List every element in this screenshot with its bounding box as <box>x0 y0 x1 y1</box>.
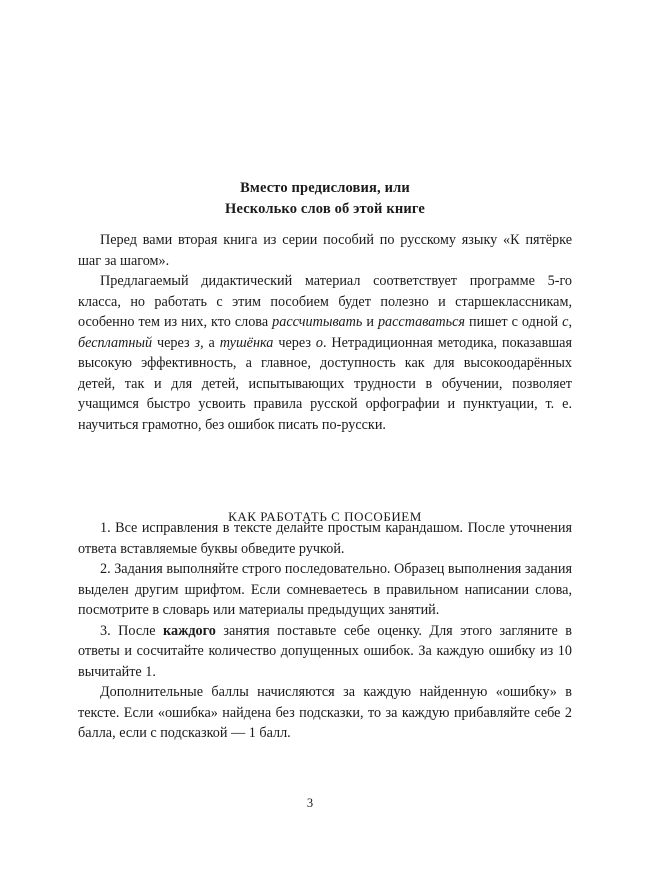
instruction-item-3-part-1: 3. После <box>100 622 164 639</box>
intro-2-part-7: через <box>273 334 316 351</box>
page-title <box>78 178 572 219</box>
emphasis-letter-z: з <box>194 334 201 351</box>
emphasis-tushyonka: тушёнка <box>219 334 274 351</box>
instruction-item-4-text: Дополнительные баллы начисляются за каждую найденную «ошибку» в тексте. Если «ошибка» найдена без подсказки, то за каждую прибавляйте себе 2 балла, если с подсказкой — 1 балл. <box>78 684 572 741</box>
paragraph-intro-2 <box>78 271 572 435</box>
intro-2-part-4: , <box>568 314 572 330</box>
paragraph-intro-1 <box>78 230 572 271</box>
instruction-item-3-part-2: занятия поставьте себе оценку. Для этого загляните в ответы и сосчитайте количество допущенных ошибок. За каждую ошибку из 10 вычитайте 1. <box>78 622 572 680</box>
intro-2-part-2: и <box>362 314 378 330</box>
section-heading: КАК РАБОТАТЬ С ПОСОБИЕМ <box>228 508 422 524</box>
instruction-item-2 <box>78 559 572 621</box>
page-title-line-2: Несколько слов об этой книге <box>225 200 425 217</box>
instruction-item-1-text: 1. Все исправления в тексте делайте простым карандашом. После уточнения ответа вставляемые буквы обведите ручкой. <box>78 520 572 557</box>
instruction-item-3 <box>78 621 572 683</box>
instructions-body <box>78 518 572 744</box>
emphasis-letter-s: с <box>562 314 569 330</box>
instruction-item-4 <box>78 682 572 744</box>
instruction-item-1 <box>78 518 572 559</box>
intro-2-part-6: , а <box>200 334 220 351</box>
page-title-line-1: Вместо предисловия, или <box>240 180 410 196</box>
intro-body <box>78 230 572 435</box>
strong-kazhdogo: каждого <box>163 622 216 639</box>
emphasis-besplatnyy: бесплатный <box>78 334 153 351</box>
emphasis-rasschityvat: рассчитывать <box>272 314 363 330</box>
emphasis-rasstavatsya: расставаться <box>377 314 465 330</box>
intro-2-part-8: . Нетрадиционная методика, показавшая высокую эффективность, а главное, доступность как для высокоодарённых детей, так и для детей, испытывающих трудности в обучении, позволяет учащимся быстро усвоить правила русской орфографии и пунктуации, т. е. научиться грамотно, без ошибок писать по-русски. <box>78 334 572 433</box>
emphasis-letter-o: о <box>315 334 323 351</box>
intro-2-part-1: Предлагаемый дидактический материал соответствует программе 5-го класса, но работать с этим пособием будет полезно и старшеклассникам, особенно тем из них, кто слова <box>78 273 572 330</box>
page-number: 3 <box>306 796 314 810</box>
instruction-item-2-text: 2. Задания выполняйте строго последовательно. Образец выполнения задания выделен другим шрифтом. Если сомневаетесь в правильном написании слова, посмотрите в словарь или материалы предыдущих занятий. <box>78 561 572 618</box>
intro-2-part-3: пишет с одной <box>464 314 563 330</box>
intro-2-part-5: через <box>152 334 195 351</box>
paragraph-intro-1-text: Перед вами вторая книга из серии пособий по русскому языку «К пятёрке шаг за шагом». <box>78 232 572 269</box>
